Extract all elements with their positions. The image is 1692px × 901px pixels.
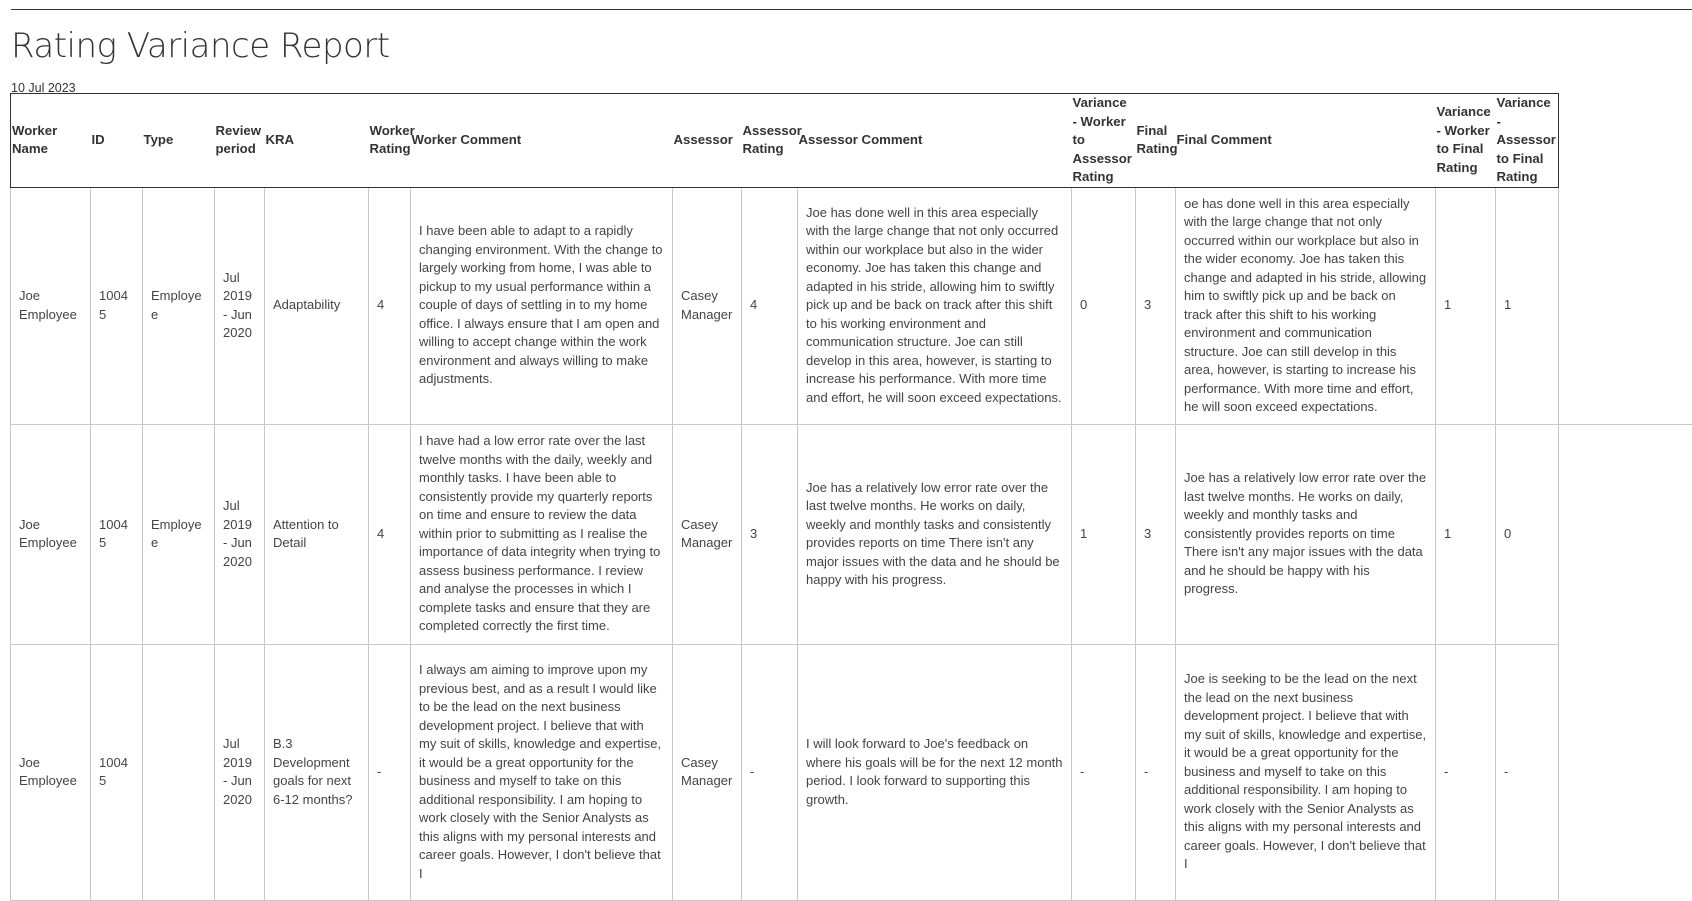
cell-id: 10045 (91, 644, 143, 900)
cell-filler (1559, 644, 1692, 900)
col-header-review-period[interactable]: Review period (215, 94, 265, 188)
report-title: Rating Variance Report (11, 26, 390, 66)
cell-assessor-comment: Joe has a relatively low error rate over the last twelve months. He works on daily, weekly and monthly tasks and consistently provides reports on time There isn't any major issues with the data and he should be happy with his progress. (798, 424, 1072, 644)
cell-variance-assessor-final: 1 (1496, 187, 1559, 424)
cell-type: Employee (143, 187, 215, 424)
cell-assessor: Casey Manager (673, 187, 742, 424)
cell-assessor-rating: 3 (742, 424, 798, 644)
cell-variance-worker-assessor: 0 (1072, 187, 1136, 424)
cell-final-rating: - (1136, 644, 1176, 900)
cell-assessor: Casey Manager (673, 424, 742, 644)
cell-kra: B.3 Development goals for next 6-12 months? (265, 644, 369, 900)
cell-worker-comment: I have been able to adapt to a rapidly changing environment. With the change to largely working from home, I was able to pickup to my usual performance within a couple of days of settling in to my home office. I always ensure that I am open and willing to accept change within the work environment and always willing to make adjustments. (411, 187, 673, 424)
col-header-worker-name[interactable]: Worker Name (11, 94, 91, 188)
cell-variance-assessor-final: 0 (1496, 424, 1559, 644)
cell-assessor-rating: - (742, 644, 798, 900)
cell-assessor-comment: I will look forward to Joe's feedback on where his goals will be for the next 12 month period. I look forward to supporting this growth. (798, 644, 1072, 900)
cell-review-period: Jul 2019 - Jun 2020 (215, 424, 265, 644)
col-header-worker-comment[interactable]: Worker Comment (411, 94, 673, 188)
cell-id: 10045 (91, 187, 143, 424)
rating-variance-table (10, 93, 1692, 901)
cell-final-comment: Joe is seeking to be the lead on the next the lead on the next business development project. I believe that with my suit of skills, knowledge and expertise, it would be a great opportunity for the business and myself to take on this additional responsibility. I am hoping to work closely with the Senior Analysts as this aligns with my personal interests and career goals. However, I don't believe that I (1176, 644, 1436, 900)
cell-final-comment: Joe has a relatively low error rate over the last twelve months. He works on daily, weekly and monthly tasks and consistently provides reports on time There isn't any major issues with the data and he should be happy with his progress. (1176, 424, 1436, 644)
col-header-kra[interactable]: KRA (265, 94, 369, 188)
top-rule (11, 9, 1692, 10)
cell-worker-comment: I have had a low error rate over the last twelve months with the daily, weekly and monthly tasks. I have been able to consistently provide my quarterly reports on time and ensure to review the data within prior to submitting as I realise the importance of data integrity when trying to assess business performance. I review and analyse the processes in which I complete tasks and ensure that they are completed correctly the first time. (411, 424, 673, 644)
cell-assessor-rating: 4 (742, 187, 798, 424)
cell-filler (1559, 187, 1692, 424)
cell-review-period: Jul 2019 - Jun 2020 (215, 187, 265, 424)
col-header-variance-worker-assessor[interactable]: Variance - Worker to Assessor Rating (1072, 94, 1136, 188)
cell-assessor-comment: Joe has done well in this area especially with the large change that not only occurred within our workplace but also in the wider economy. Joe has taken this change and adapted in his stride, allowing him to swiftly pick up and be back on track after this shift to his working environment and communication structure. Joe can still develop in this area, however, is starting to increase his performance. With more time and effort, he will soon exceed expectations. (798, 187, 1072, 424)
cell-filler (1559, 424, 1692, 644)
cell-variance-worker-final: 1 (1436, 424, 1496, 644)
cell-final-rating: 3 (1136, 424, 1176, 644)
header-row (11, 94, 1692, 188)
cell-final-rating: 3 (1136, 187, 1176, 424)
col-header-assessor-rating[interactable]: Assessor Rating (742, 94, 798, 188)
col-header-id[interactable]: ID (91, 94, 143, 188)
col-header-variance-assessor-final[interactable]: Variance - Assessor to Final Rating (1496, 94, 1559, 188)
col-header-assessor[interactable]: Assessor (673, 94, 742, 188)
cell-id: 10045 (91, 424, 143, 644)
cell-variance-worker-assessor: - (1072, 644, 1136, 900)
cell-variance-worker-assessor: 1 (1072, 424, 1136, 644)
table-row (11, 644, 1692, 900)
cell-worker-name: Joe Employee (11, 187, 91, 424)
cell-variance-worker-final: - (1436, 644, 1496, 900)
col-header-final-rating[interactable]: Final Rating (1136, 94, 1176, 188)
cell-final-comment: oe has done well in this area especially with the large change that not only occurred within our workplace but also in the wider economy. Joe has taken this change and adapted in his stride, allowing him to swiftly pick up and be back on track after this shift to his working environment and communication structure. Joe can still develop in this area, however, is starting to increase his performance. With more time and effort, he will soon exceed expectations. (1176, 187, 1436, 424)
cell-type: Employee (143, 424, 215, 644)
cell-worker-comment: I always am aiming to improve upon my previous best, and as a result I would like to be the lead on the next business development project. I believe that with my suit of skills, knowledge and expertise, it would be a great opportunity for the business and myself to take on this additional responsibility. I am hoping to work closely with the Senior Analysts as this aligns with my personal interests and career goals. However, I don't believe that I (411, 644, 673, 900)
col-header-filler (1559, 94, 1692, 188)
cell-assessor: Casey Manager (673, 644, 742, 900)
col-header-variance-worker-final[interactable]: Variance - Worker to Final Rating (1436, 94, 1496, 188)
cell-variance-worker-final: 1 (1436, 187, 1496, 424)
cell-worker-rating: 4 (369, 187, 411, 424)
report-table-container (10, 93, 1692, 901)
cell-kra: Adaptability (265, 187, 369, 424)
report-date: 10 Jul 2023 (11, 81, 76, 95)
col-header-assessor-comment[interactable]: Assessor Comment (798, 94, 1072, 188)
cell-worker-name: Joe Employee (11, 644, 91, 900)
cell-review-period: Jul 2019 - Jun 2020 (215, 644, 265, 900)
cell-variance-assessor-final: - (1496, 644, 1559, 900)
cell-worker-rating: 4 (369, 424, 411, 644)
table-row (11, 424, 1692, 644)
col-header-final-comment[interactable]: Final Comment (1176, 94, 1436, 188)
table-header (11, 94, 1692, 188)
col-header-worker-rating[interactable]: Worker Rating (369, 94, 411, 188)
cell-worker-rating: - (369, 644, 411, 900)
table-row (11, 187, 1692, 424)
cell-type (143, 644, 215, 900)
table-body (11, 187, 1692, 900)
cell-worker-name: Joe Employee (11, 424, 91, 644)
cell-kra: Attention to Detail (265, 424, 369, 644)
col-header-type[interactable]: Type (143, 94, 215, 188)
